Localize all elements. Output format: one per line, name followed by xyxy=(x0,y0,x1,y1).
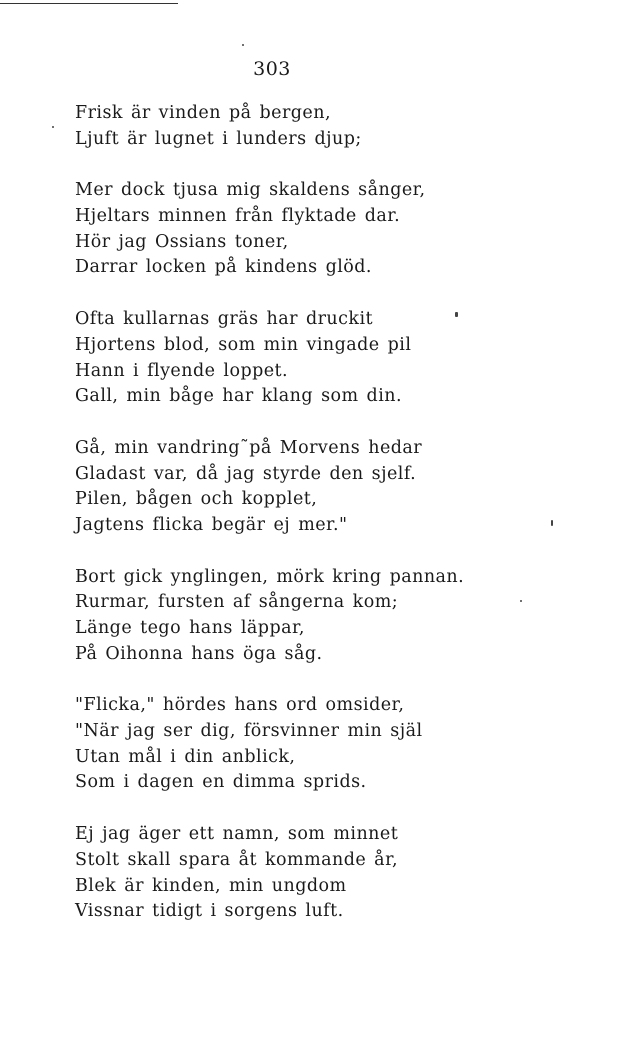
stanza-2 xyxy=(75,178,595,281)
poem-line: Ljuft är lugnet i lunders djup; xyxy=(75,128,362,149)
poem-line: Hjortens blod, som min vingade pil xyxy=(75,334,412,355)
print-speck xyxy=(455,312,458,317)
top-rule xyxy=(0,3,178,4)
poem-line: Vissnar tidigt i sorgens luft. xyxy=(75,901,344,922)
poem-line: Mer dock tjusa mig skaldens sånger, xyxy=(75,180,426,201)
poem-line: Rurmar, fursten af sångerna kom; xyxy=(75,592,399,613)
stanza-3 xyxy=(75,307,595,410)
poem-line: Bort gick ynglingen, mörk kring pannan. xyxy=(75,566,465,587)
page-number: 303 xyxy=(253,58,291,80)
stanza-5 xyxy=(75,565,595,668)
print-speck xyxy=(520,600,522,602)
poem-line: Gå, min vandring˜på Morvens hedar xyxy=(75,437,423,458)
poem-line: Stolt skall spara åt kommande år, xyxy=(75,849,398,870)
poem-line: Hann i flyende loppet. xyxy=(75,360,289,381)
stanza-1 xyxy=(75,101,595,152)
stanza-6 xyxy=(75,693,595,796)
print-speck xyxy=(52,126,54,128)
print-speck xyxy=(551,520,553,526)
poem-line: Som i dagen en dimma sprids. xyxy=(75,772,367,793)
poem-line: Frisk är vinden på bergen, xyxy=(75,103,331,123)
poem-line: "Flicka," hördes hans ord omsider, xyxy=(75,695,405,716)
poem-line: Darrar locken på kindens glöd. xyxy=(75,257,372,278)
poem-line: Utan mål i din anblick, xyxy=(75,746,296,767)
stanza-7 xyxy=(75,822,595,925)
poem-line: "När jag ser dig, försvinner min själ xyxy=(75,721,423,742)
poem-line: Pilen, bågen och kopplet, xyxy=(75,489,318,510)
poem-line: Gladast var, då jag styrde den sjelf. xyxy=(75,463,417,484)
poem-line: Ej jag äger ett namn, som minnet xyxy=(75,824,399,845)
poem-line: Blek är kinden, min ungdom xyxy=(75,875,347,896)
print-speck xyxy=(242,44,244,46)
poem-line: På Oihonna hans öga såg. xyxy=(75,643,323,664)
poem-line: Hjeltars minnen från flyktade dar. xyxy=(75,206,401,227)
stanza-4 xyxy=(75,436,595,539)
poem-line: Länge tego hans läppar, xyxy=(75,618,305,638)
poem-line: Ofta kullarnas gräs har druckit xyxy=(75,309,373,330)
poem xyxy=(75,101,595,951)
poem-line: Hör jag Ossians toner, xyxy=(75,231,289,252)
poem-line: Jagtens flicka begär ej mer." xyxy=(75,514,348,535)
poem-line: Gall, min båge har klang som din. xyxy=(75,386,402,407)
